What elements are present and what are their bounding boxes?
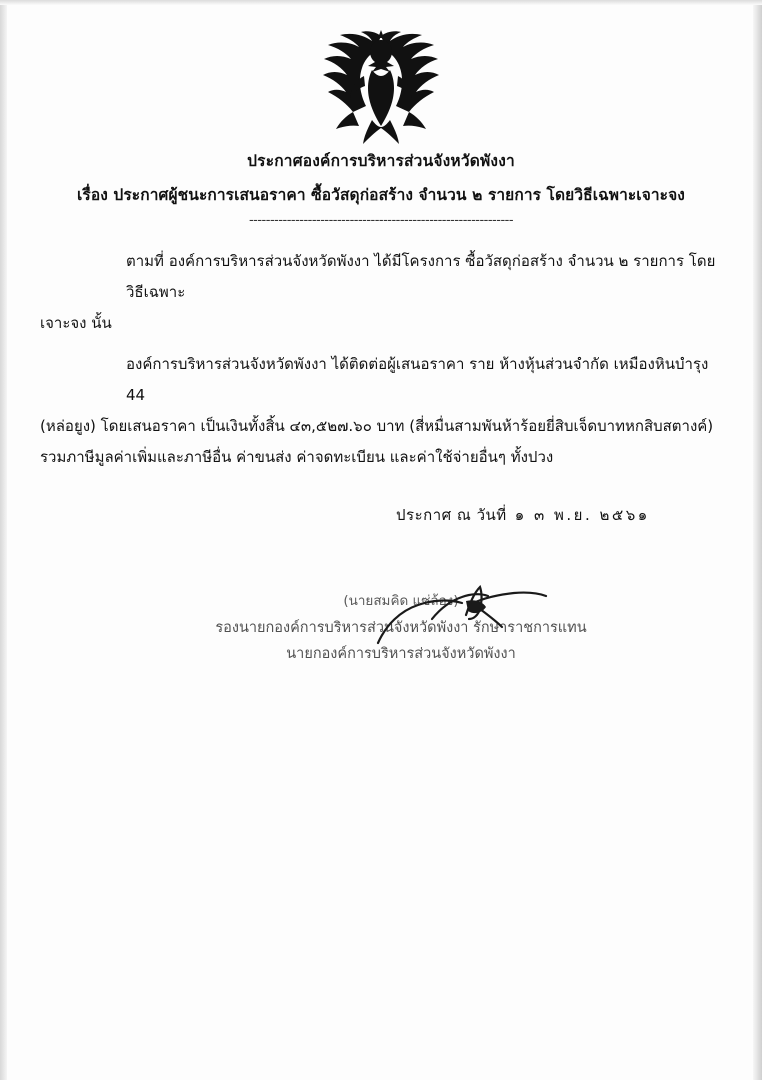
body-text (40, 246, 722, 473)
signatory-role-line-2: นายกองค์การบริหารส่วนจังหวัดพังงา (286, 646, 516, 662)
page-edge-left (0, 0, 7, 1080)
page-edge-top (0, 0, 762, 5)
signature-block (40, 589, 722, 709)
paragraph-1-line-2: เจาะจง นั้น (40, 314, 112, 332)
paragraph-2-line-2: (หล่อยูง) โดยเสนอราคา เป็นเงินทั้งสิ้น ๔๓,๕๒๗.๖๐ บาท (สี่หมื่นสามพันห้าร้อยยี่สิบเจ็ดบาทหกสิบสตางค์) (40, 417, 714, 435)
paragraph-2-line-3: รวมภาษีมูลค่าเพิ่มและภาษีอื่น ค่าขนส่ง ค่าจดทะเบียน และค่าใช้จ่ายอื่นๆ ทั้งปวง (40, 448, 554, 466)
document-content (40, 20, 722, 709)
handwritten-signature (370, 585, 550, 655)
signatory-name: (นายสมคิด แซ่ล้อง) (343, 593, 459, 609)
announcement-date (40, 503, 722, 527)
page-edge-right (753, 0, 762, 1080)
divider: --------------------------------------------------------------- (248, 213, 514, 228)
date-label: ประกาศ ณ วันที่ (396, 506, 507, 524)
emblem-container (40, 28, 722, 146)
document-subtitle: เรื่อง ประกาศผู้ชนะการเสนอราคา ซื้อวัสดุก่อสร้าง จำนวน ๒ รายการ โดยวิธีเฉพาะเจาะจง (77, 186, 685, 204)
paragraph-1-line-1: ตามที่ องค์การบริหารส่วนจังหวัดพังงา ได้มีโครงการ ซื้อวัสดุก่อสร้าง จำนวน ๒ รายการ โดยวิธีเฉพาะ (126, 252, 716, 301)
date-value: ๑ ๓ พ.ย. ๒๕๖๑ (514, 506, 650, 524)
paragraph-2-line-1: องค์การบริหารส่วนจังหวัดพังงา ได้ติดต่อผู้เสนอราคา ราย ห้างหุ้นส่วนจำกัด เหมืองหินบำรุง 44 (126, 355, 709, 404)
signatory-role-line-1: รองนายกองค์การบริหารส่วนจังหวัดพังงา รักษาราชการแทน (215, 620, 587, 636)
page-title: ประกาศองค์การบริหารส่วนจังหวัดพังงา (247, 152, 515, 170)
garuda-emblem-icon (306, 28, 456, 146)
